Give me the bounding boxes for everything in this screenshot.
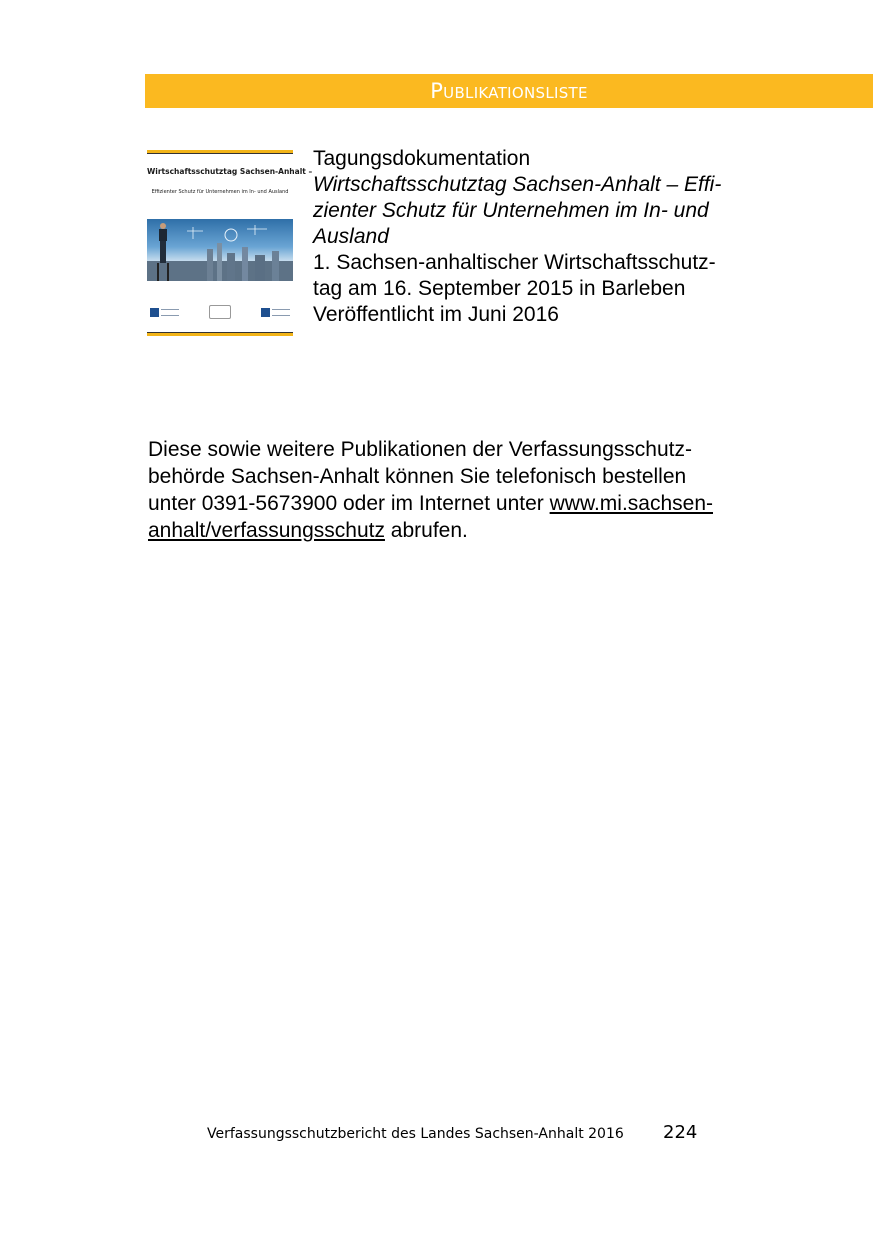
publication-cover [147, 148, 313, 342]
skyline-image [147, 219, 293, 281]
entry-title-line: Wirtschaftsschutztag Sachsen-Anhalt – Effi- [313, 173, 722, 196]
logo-text-lines [272, 309, 290, 316]
website-link[interactable]: www.mi.sachsen- [549, 492, 713, 515]
ihk-logo-right [261, 308, 290, 317]
ihk-logo-left [150, 308, 179, 317]
website-link-continued[interactable]: anhalt/verfassungsschutz [148, 519, 385, 542]
state-logo [209, 305, 231, 319]
page-number: 224 [663, 1122, 698, 1143]
logo-text-lines [161, 309, 179, 316]
order-line-text: abrufen. [384, 519, 468, 542]
entry-title-line: Ausland [313, 225, 389, 248]
header-bar [145, 74, 873, 108]
page-title: Publikationsliste [430, 79, 588, 103]
order-line [148, 490, 788, 517]
ihk-mark [261, 308, 270, 317]
ihk-mark [150, 308, 159, 317]
footer-title: Verfassungsschutzbericht des Landes Sachsen-Anhalt 2016 [207, 1126, 624, 1142]
cover-logos [150, 304, 290, 320]
entry-detail-line: 1. Sachsen-anhaltischer Wirtschaftsschutz- [313, 251, 716, 274]
entry-detail-line: Veröffentlicht im Juni 2016 [313, 303, 559, 326]
publication-entry [313, 146, 773, 328]
order-paragraph [148, 436, 788, 544]
entry-title-line: zienter Schutz für Unternehmen im In- und [313, 199, 709, 222]
order-line-text: unter 0391-5673900 oder im Internet unter [148, 492, 550, 515]
cover-subtitle: Effizienter Schutz für Unternehmen im In- und Ausland [151, 189, 289, 195]
entry-type: Tagungsdokumentation [313, 147, 531, 170]
cover-photo [147, 219, 293, 281]
order-line: Diese sowie weitere Publikationen der Verfassungsschutz- [148, 438, 692, 461]
cover-bottom-rule [147, 333, 293, 336]
entry-detail-line: tag am 16. September 2015 in Barleben [313, 277, 686, 300]
order-line: behörde Sachsen-Anhalt können Sie telefonisch bestellen [148, 465, 687, 488]
order-line [148, 517, 788, 544]
cover-top-line [147, 153, 293, 154]
page-footer [207, 1122, 707, 1146]
cover-title: Wirtschaftsschutztag Sachsen-Anhalt – [147, 167, 313, 176]
